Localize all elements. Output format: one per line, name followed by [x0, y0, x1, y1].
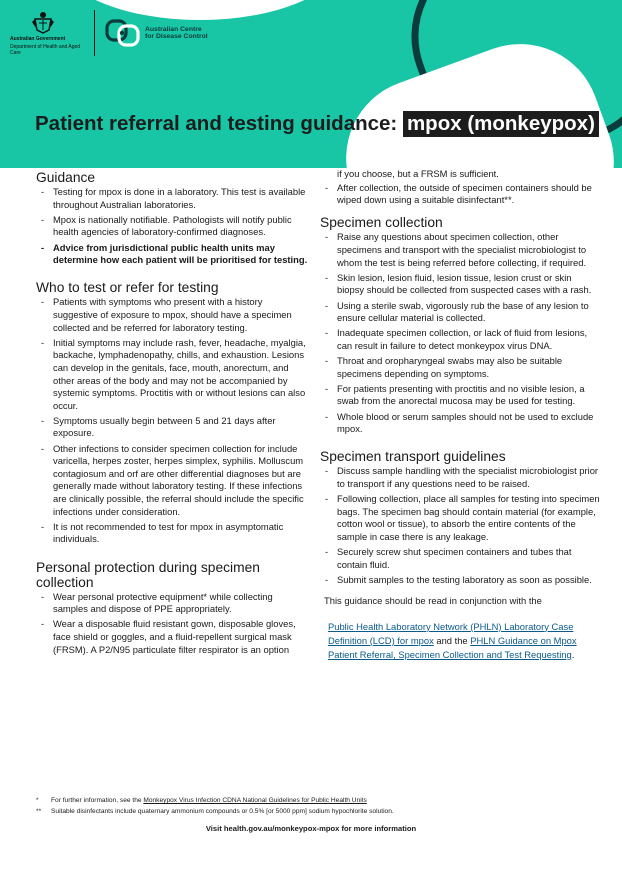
list-item: - Discuss sample handling with the specialist microbiologist prior to transport if any questions need to be raised. — [320, 465, 600, 490]
page-title — [35, 112, 599, 136]
footnotes — [36, 795, 596, 817]
footnote-1-mark: * — [36, 797, 39, 804]
list-item: - Initial symptoms may include rash, fever, headache, myalgia, backache, lymphadenopathy, chills, and exhaustion. Lesions can develop in the genitals, face, mouth, anorectum, and other areas of the body and may not be accompanied by systemic symptoms. Proctitis with or without lesions can also occur. — [36, 337, 308, 413]
footnote-1 — [36, 795, 596, 806]
header-banner — [0, 0, 622, 168]
list-item: - Skin lesion, lesion fluid, lesion tissue, lesion crust or skin biopsy should be collected from suspected cases with a rash. — [320, 272, 600, 297]
list-item: - Securely screw shut specimen containers and tubes that contain fluid. — [320, 546, 600, 571]
list-item: - Advice from jurisdictional public health units may determine how each patient will be prioritised for testing. — [36, 242, 308, 267]
list-item: - Whole blood or serum samples should not be used to exclude mpox. — [320, 411, 600, 436]
list-item: - Wear personal protective equipment* while collecting samples and dispose of PPE appropriately. — [36, 591, 308, 616]
logo-divider — [94, 10, 95, 56]
australian-government-logo — [10, 10, 88, 56]
list-item: - Following collection, place all samples for testing into specimen bags. The specimen bag should contain material (for example, cotton wool or tissue), to absorb the entire contents of the sample in case there is any leakage. — [320, 493, 600, 543]
footnote-2 — [36, 806, 596, 817]
gov-name: Australian Government — [10, 36, 66, 42]
list-item: - Mpox is nationally notifiable. Pathologists will notify public health agencies of laboratory-confirmed diagnoses. — [36, 214, 308, 239]
list-item: - After collection, the outside of specimen containers should be wiped down using a suitable disinfectant**. — [320, 182, 600, 207]
page-title-highlight: mpox (monkeypox) — [403, 111, 599, 137]
gov-department: Department of Health and Aged Care — [10, 44, 81, 56]
who-to-test-heading: Who to test or refer for testing — [36, 280, 219, 296]
footnote-1-text: For further information, see the — [51, 797, 144, 804]
specimen-collection-heading: Specimen collection — [320, 215, 443, 231]
coat-of-arms-icon — [30, 10, 56, 34]
footnote-2-text: Suitable disinfectants include quaternary ammonium compounds or 0.5% [or 5000 ppm] sodium hypochlorite solution. — [51, 808, 394, 815]
ppe-list — [36, 591, 308, 657]
guidance-heading: Guidance — [36, 170, 96, 185]
list-item: - Using a sterile swab, vigorously rub the base of any lesion to ensure cellular material is collected. — [320, 300, 600, 325]
list-item: - Testing for mpox is done in a laboratory. This test is available throughout Australian laboratories. — [36, 186, 308, 211]
acdc-mark-icon — [105, 18, 141, 48]
list-item: - Submit samples to the testing laboratory as soon as possible. — [320, 574, 600, 587]
ppe-heading: Personal protection during specimen collection — [36, 559, 260, 590]
list-item: - Symptoms usually begin between 5 and 21 days after exposure. — [36, 415, 308, 440]
reference-links — [328, 620, 600, 662]
acdc-name: Australian Centre for Disease Control — [145, 25, 208, 40]
list-item: - It is not recommended to test for mpox in asymptomatic individuals. — [36, 521, 308, 546]
list-item: - Inadequate specimen collection, or lack of fluid from lesions, can result in failure to detect monkeypox virus DNA. — [320, 327, 600, 352]
list-item: - Throat and oropharyngeal swabs may also be suitable specimens depending on symptoms. — [320, 355, 600, 380]
left-column — [36, 170, 308, 659]
period-text: . — [571, 648, 575, 660]
ppe-continuation: if you choose, but a FRSM is sufficient. — [337, 168, 499, 179]
list-item: - Wear a disposable fluid resistant gown, disposable gloves, face shield or goggles, and a fluid-repellent surgical mask (FRSM). A P2/N95 particulate filter respirator is an option — [36, 618, 308, 656]
page-title-main: Patient referral and testing guidance: — [35, 112, 398, 135]
ppe-list-continued — [320, 182, 600, 207]
specimen-transport-list — [320, 465, 600, 586]
guidance-list — [36, 186, 308, 267]
and-text: and the — [433, 634, 471, 646]
closing-text: This guidance should be read in conjunction with the — [324, 595, 542, 607]
footnote-2-mark: ** — [36, 808, 42, 815]
list-item: - Other infections to consider specimen collection for include varicella, herpes zoster, herpes simplex, syphilis. Molluscum contagiosum and orf are other differential diagnoses but are generally made without laboratory testing. If these infections are clinically possible, the referral should include the specific infections under consideration. — [36, 443, 308, 519]
cdna-guidelines-link[interactable]: Monkeypox Virus Infection CDNA National Guidelines for Public Health Units — [143, 797, 367, 804]
specimen-collection-list — [320, 231, 600, 435]
logo-group — [10, 10, 211, 56]
acdc-logo — [105, 18, 211, 48]
who-to-test-list — [36, 296, 308, 546]
right-column — [320, 168, 600, 662]
list-item: - Patients with symptoms who present with a history suggestive of exposure to mpox, should have a specimen collected and be referred for laboratory testing. — [36, 296, 308, 334]
specimen-transport-heading: Specimen transport guidelines — [320, 449, 506, 465]
list-item: - For patients presenting with proctitis and no visible lesion, a swab from the anorectal mucosa may be used for testing. — [320, 383, 600, 408]
phln-guidance-link[interactable]: PHLN Guidance on Mpox Patient Referral, Specimen Collection and Test Requesting — [328, 634, 577, 660]
list-item: - Raise any questions about specimen collection, other specimens and transport with the specialist microbiologist to whom the test is being referred before collecting, if required. — [320, 231, 600, 269]
visit-website-text: Visit health.gov.au/monkeypox-mpox for more information — [205, 824, 417, 833]
phln-lcd-link[interactable]: Public Health Laboratory Network (PHLN) Laboratory Case Definition (LCD) for mpox — [328, 620, 574, 646]
